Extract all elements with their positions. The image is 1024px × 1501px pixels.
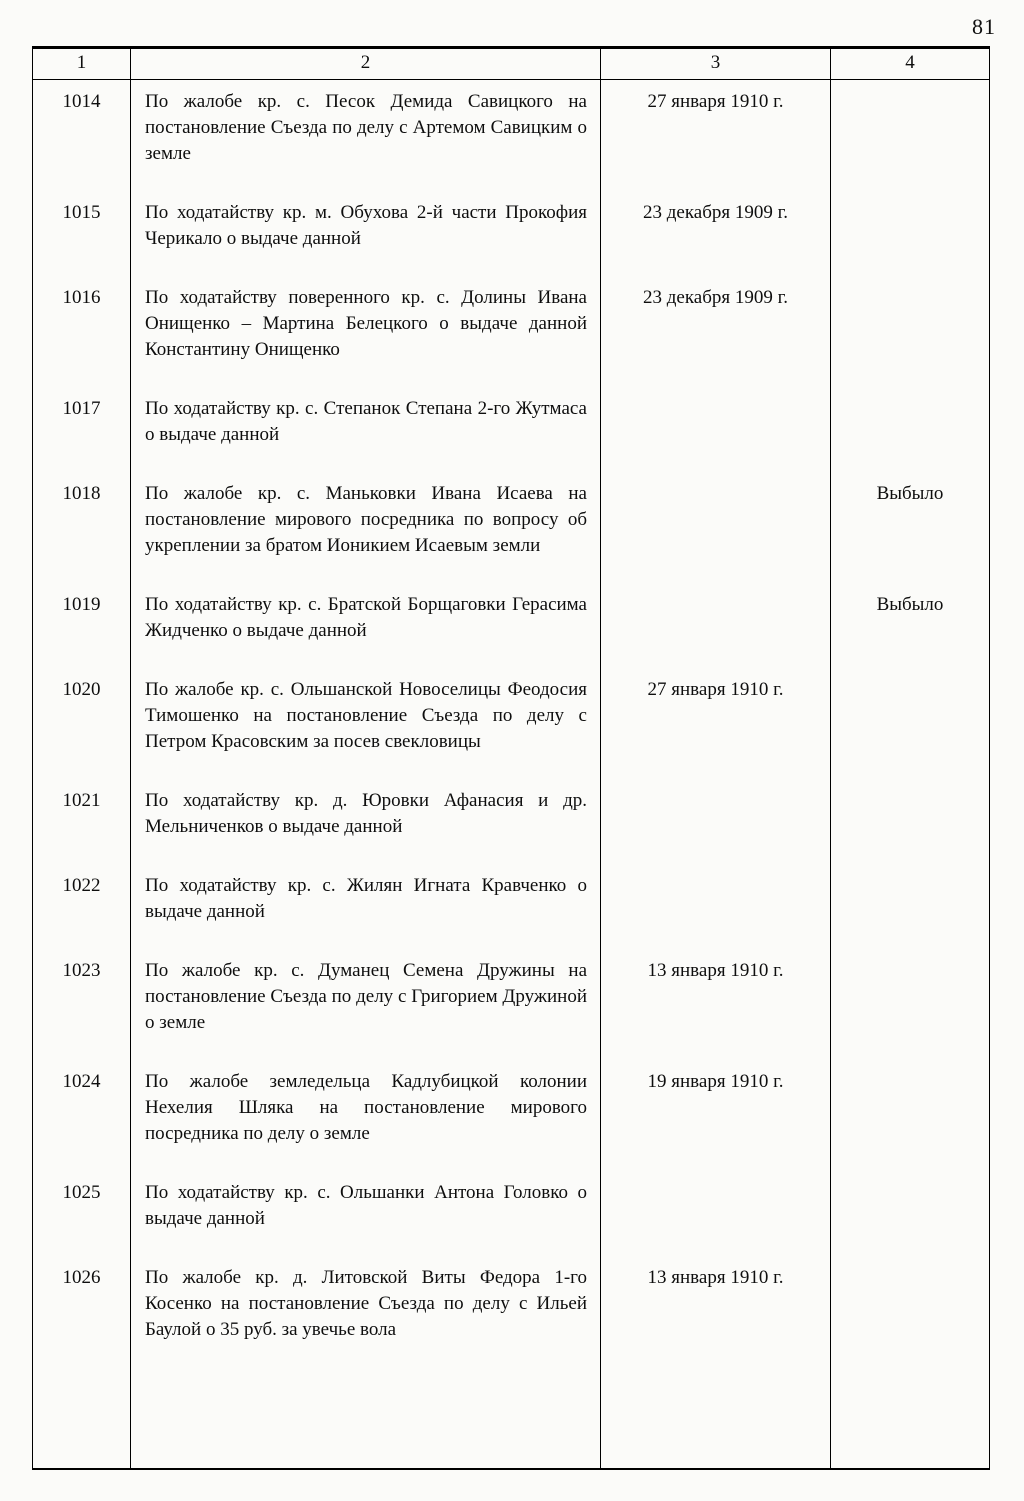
case-date [601,1171,831,1256]
case-status [831,949,989,1060]
case-description: По жалобе кр. с. Думанец Семена Дружины на постановление Съезда по делу с Григорием Дружиной о земле [131,949,601,1060]
case-date: 13 января 1910 г. [601,1256,831,1468]
table-row [33,80,989,191]
case-number: 1024 [33,1060,131,1171]
case-date: 23 декабря 1909 г. [601,276,831,387]
case-status [831,1171,989,1256]
case-date [601,583,831,668]
case-status [831,864,989,949]
case-description: По жалобе кр. с. Маньковки Ивана Исаева на постановление мирового посредника по вопросу об укреплении за братом Ионикием Исаевым земли [131,472,601,583]
case-date: 23 декабря 1909 г. [601,191,831,276]
case-description: По ходатайству кр. с. Степанок Степана 2-го Жутмаса о выдаче данной [131,387,601,472]
header-col-1: 1 [33,49,131,79]
case-status [831,80,989,191]
case-number: 1020 [33,668,131,779]
table-header-row [33,49,989,80]
case-status [831,779,989,864]
table-row [33,191,989,276]
table-row [33,276,989,387]
case-description: По ходатайству кр. с. Ольшанки Антона Головко о выдаче данной [131,1171,601,1256]
table-row [33,1256,989,1468]
case-description: По жалобе кр. с. Ольшанской Новоселицы Феодосия Тимошенко на постановление Съезда по делу с Петром Красовским за посев свекловицы [131,668,601,779]
table-row [33,1060,989,1171]
case-status [831,668,989,779]
case-description: По ходатайству кр. с. Братской Борщаговки Герасима Жидченко о выдаче данной [131,583,601,668]
table-row [33,668,989,779]
case-status [831,1256,989,1468]
case-number: 1021 [33,779,131,864]
case-description: По ходатайству кр. д. Юровки Афанасия и др. Мельниченков о выдаче данной [131,779,601,864]
case-date [601,864,831,949]
case-status: Выбыло [876,483,944,504]
case-status [831,387,989,472]
case-status: Выбыло [876,594,944,615]
case-date: 27 января 1910 г. [601,668,831,779]
case-number: 1017 [33,387,131,472]
table-row [33,387,989,472]
case-description: По жалобе земледельца Кадлубицкой колонии Нехелия Шляка на постановление мирового посредника по делу о земле [131,1060,601,1171]
table-row [33,864,989,949]
case-description: По ходатайству кр. с. Жилян Игната Кравченко о выдаче данной [131,864,601,949]
table-row [33,779,989,864]
case-date: 13 января 1910 г. [601,949,831,1060]
header-col-2: 2 [131,49,601,79]
table-row [33,949,989,1060]
case-number: 1014 [33,80,131,191]
table-row [33,472,989,583]
table-row [33,583,989,668]
case-number: 1019 [33,583,131,668]
case-number: 1022 [33,864,131,949]
register-table [32,46,990,1470]
case-number: 1026 [33,1256,131,1468]
case-date [601,472,831,583]
case-date [601,779,831,864]
case-description: По ходатайству поверенного кр. с. Долины Ивана Онищенко – Мартина Белецкого о выдаче данной Константину Онищенко [131,276,601,387]
page-number: 81 [972,14,996,39]
case-description: По жалобе кр. д. Литовской Виты Федора 1-го Косенко на постановление Съезда по делу с Ильей Баулой о 35 руб. за увечье вола [131,1256,601,1468]
case-date: 19 января 1910 г. [601,1060,831,1171]
case-number: 1023 [33,949,131,1060]
case-status [831,276,989,387]
case-date [601,387,831,472]
case-number: 1025 [33,1171,131,1256]
table-body [33,80,989,1468]
case-description: По жалобе кр. с. Песок Демида Савицкого на постановление Съезда по делу с Артемом Савицким о земле [131,80,601,191]
case-number: 1016 [33,276,131,387]
header-col-3: 3 [601,49,831,79]
case-date: 27 января 1910 г. [601,80,831,191]
case-status [831,1060,989,1171]
case-number: 1018 [33,472,131,583]
case-number: 1015 [33,191,131,276]
header-col-4: 4 [905,52,915,73]
case-status [831,191,989,276]
table-row [33,1171,989,1256]
case-description: По ходатайству кр. м. Обухова 2-й части Прокофия Черикало о выдаче данной [131,191,601,276]
